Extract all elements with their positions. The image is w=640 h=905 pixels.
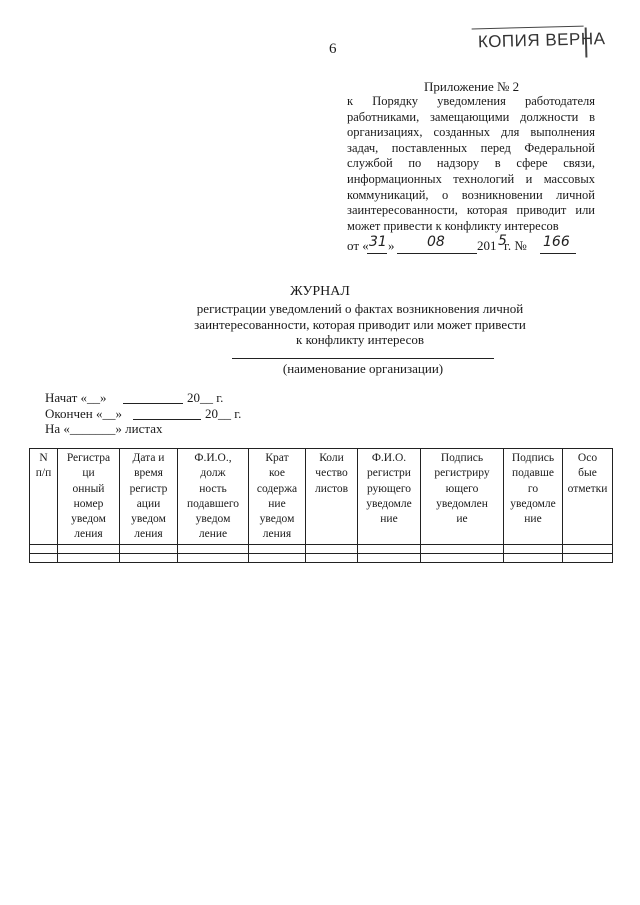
- organization-caption: (наименование организации): [282, 361, 444, 376]
- column-header-line: Подпись: [440, 452, 484, 464]
- ended-year: 20__ г.: [205, 405, 242, 421]
- column-header-line: долж: [200, 467, 226, 480]
- order-day: 31: [369, 234, 387, 250]
- column-header-line: ации: [136, 497, 161, 510]
- table-cell: [306, 545, 358, 554]
- column-header-line: рующего: [366, 482, 412, 495]
- column-header-line: Регистра: [66, 452, 111, 464]
- column-header: [178, 449, 249, 545]
- table-cell: [563, 554, 613, 563]
- column-header: [30, 449, 58, 545]
- organization-name-line: [232, 358, 494, 359]
- order-year-suffix: г. №: [504, 238, 527, 253]
- table-row: [30, 545, 613, 554]
- appendix-line: заинтересованности, которая приводит или: [347, 203, 595, 218]
- started-label: Начат «__»: [45, 390, 107, 405]
- table-cell: [421, 545, 504, 554]
- column-header-line: Ф.И.О.: [371, 452, 407, 464]
- order-prefix: от «: [347, 238, 369, 253]
- column-header-line: ние: [524, 513, 542, 526]
- started-month-line: [123, 403, 183, 404]
- column-header-line: подавше: [512, 467, 554, 480]
- order-month-underline: [397, 253, 477, 254]
- column-header-line: бые: [578, 467, 597, 480]
- column-header-line: ющего: [445, 482, 479, 495]
- table-cell: [178, 554, 249, 563]
- ended-label: Окончен «__»: [45, 405, 123, 421]
- appendix-body: [347, 94, 595, 234]
- appendix-line: службой по надзору в сфере связи,: [347, 156, 595, 171]
- column-header-line: уведомле: [366, 497, 412, 510]
- column-header: [58, 449, 120, 545]
- table-cell: [504, 554, 563, 563]
- order-reference: [347, 233, 597, 256]
- column-header-line: уведомле: [510, 497, 556, 510]
- column-header-line: го: [527, 482, 539, 495]
- appendix-line: задач, поставленных перед Федеральной: [347, 140, 595, 155]
- column-header-line: отметки: [567, 482, 608, 495]
- column-header: [504, 449, 563, 545]
- stamp-top-border: [472, 26, 584, 30]
- column-header-line: ление: [198, 528, 228, 541]
- table-cell: [249, 545, 306, 554]
- column-header-line: чество: [315, 467, 348, 480]
- column-header-line: Осо: [577, 452, 598, 464]
- column-header-line: кое: [269, 467, 285, 480]
- journal-title: ЖУРНАЛ: [290, 284, 350, 299]
- table-cell: [358, 554, 421, 563]
- table-cell: [30, 554, 58, 563]
- order-day-underline: [367, 253, 387, 254]
- appendix-line: организациях, созданных для выполнения: [347, 125, 595, 140]
- order-month: 08: [427, 234, 445, 250]
- started-year: 20__ г.: [187, 390, 224, 405]
- table-cell: [178, 545, 249, 554]
- column-header-line: ления: [262, 528, 292, 541]
- appendix-line: к Порядку уведомления работодателя: [347, 94, 595, 108]
- order-close-quote: »: [388, 238, 395, 253]
- column-header-line: Подпись: [511, 452, 555, 464]
- table-cell: [504, 545, 563, 554]
- column-header-line: Крат: [265, 452, 289, 464]
- page-number: 6: [329, 41, 337, 57]
- table-cell: [563, 545, 613, 554]
- appendix-title: Приложение № 2: [424, 79, 520, 94]
- column-header-line: Дата и: [132, 452, 165, 464]
- table-row: [30, 554, 613, 563]
- column-header-line: ления: [74, 528, 103, 541]
- table-header-row: [30, 449, 613, 545]
- column-header-line: ние: [380, 513, 398, 526]
- column-header-line: уведомлен: [436, 497, 488, 510]
- column-header-line: уведом: [71, 513, 106, 526]
- order-number: 166: [543, 234, 570, 250]
- table-cell: [421, 554, 504, 563]
- table-cell: [306, 554, 358, 563]
- column-header-line: Коли: [319, 452, 344, 464]
- column-header: [358, 449, 421, 545]
- column-header-line: п/п: [35, 467, 52, 480]
- column-header-line: уведом: [131, 513, 166, 526]
- column-header-line: ность: [199, 482, 227, 495]
- ended-month-line: [133, 419, 201, 420]
- appendix-line: работниками, замещающими должности в: [347, 109, 595, 124]
- column-header-line: ци: [82, 467, 95, 480]
- table-cell: [249, 554, 306, 563]
- table-cell: [58, 545, 120, 554]
- table-cell: [358, 545, 421, 554]
- column-header: [421, 449, 504, 545]
- journal-subtitle-line: регистрации уведомлений о фактах возникновения личной: [196, 301, 524, 316]
- table-body: [30, 545, 613, 563]
- column-header-line: ние: [268, 497, 286, 510]
- order-year-prefix: 201: [477, 238, 497, 253]
- journal-subtitle-line: заинтересованности, которая приводит или может привести: [194, 316, 526, 332]
- column-header-line: регистриру: [434, 467, 490, 480]
- journal-subtitle-line: к конфликту интересов: [296, 332, 424, 347]
- column-header-line: уведом: [195, 513, 231, 526]
- appendix-line: информационных технологий и массовых: [347, 171, 595, 186]
- column-header-line: номер: [73, 497, 104, 510]
- column-header-line: уведом: [259, 513, 295, 526]
- appendix-line: коммуникаций, о возникновении личной: [347, 187, 595, 202]
- appendix-line: может привести к конфликту интересов: [347, 218, 559, 233]
- registration-journal-table: [29, 448, 613, 563]
- column-header-line: онный: [72, 482, 105, 495]
- column-header-line: Ф.И.О.,: [194, 452, 232, 464]
- column-header: [306, 449, 358, 545]
- column-header-line: регистр: [129, 482, 168, 495]
- column-header-line: ления: [134, 528, 163, 541]
- column-header-line: ие: [456, 513, 468, 526]
- column-header-line: регистри: [367, 467, 411, 480]
- table-cell: [58, 554, 120, 563]
- order-year-digit: 5: [498, 233, 507, 249]
- journal-subtitle: [180, 301, 540, 348]
- order-number-underline: [540, 253, 576, 254]
- column-header-line: время: [134, 467, 163, 480]
- table-cell: [120, 545, 178, 554]
- column-header: [563, 449, 613, 545]
- copy-certified-stamp: [472, 25, 606, 58]
- column-header-line: листов: [314, 482, 349, 495]
- table-cell: [30, 545, 58, 554]
- column-header-line: подавшего: [186, 497, 240, 510]
- column-header: [120, 449, 178, 545]
- sheets-label: На «_______» листах: [45, 421, 163, 436]
- column-header-line: N: [39, 452, 48, 464]
- column-header-line: содержа: [256, 482, 298, 495]
- stamp-text: КОПИЯ ВЕРНА: [477, 29, 606, 52]
- column-header: [249, 449, 306, 545]
- table-cell: [120, 554, 178, 563]
